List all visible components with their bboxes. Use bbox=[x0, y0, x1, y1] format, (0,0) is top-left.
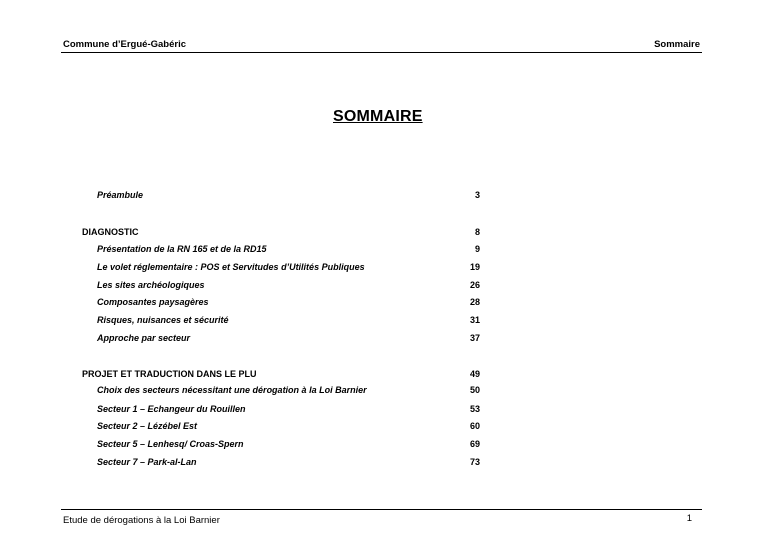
toc-entry[interactable] bbox=[0, 280, 768, 294]
toc-entry-label: Les sites archéologiques bbox=[97, 280, 205, 290]
toc-entry[interactable] bbox=[0, 244, 768, 258]
toc-entry[interactable] bbox=[0, 439, 768, 453]
toc-entry-label: Secteur 7 – Park-al-Lan bbox=[97, 457, 197, 467]
toc-entry-page: 3 bbox=[474, 190, 480, 200]
toc-entry-page: 69 bbox=[469, 439, 480, 449]
toc-section-page: 8 bbox=[474, 227, 480, 237]
toc-entry-label: Le volet réglementaire : POS et Servitudes d’Utilités Publiques bbox=[97, 262, 365, 272]
toc-entry-label: Présentation de la RN 165 et de la RD15 bbox=[97, 244, 267, 254]
header-commune: Commune d’Ergué-Gabéric bbox=[63, 39, 186, 50]
toc-entry-page: 19 bbox=[469, 262, 480, 272]
toc-entry-page: 60 bbox=[469, 421, 480, 431]
toc-section-page: 49 bbox=[469, 369, 480, 379]
toc-section-projet[interactable] bbox=[0, 369, 768, 383]
toc-entry-label: Composantes paysagères bbox=[97, 297, 209, 307]
toc-entry-label: Approche par secteur bbox=[97, 333, 191, 343]
header-section: Sommaire bbox=[654, 39, 700, 50]
toc-entry[interactable] bbox=[0, 262, 768, 276]
toc-entry-label: Préambule bbox=[97, 190, 144, 200]
toc-section-diagnostic[interactable] bbox=[0, 227, 768, 241]
toc-entry[interactable] bbox=[0, 421, 768, 435]
page-footer bbox=[61, 509, 702, 530]
toc-entry-label: Secteur 2 – Lézébel Est bbox=[97, 421, 198, 431]
toc-entry-label: Secteur 5 – Lenhesq/ Croas-Spern bbox=[97, 439, 244, 449]
toc-entry-page: 37 bbox=[469, 333, 480, 343]
toc-entry[interactable] bbox=[0, 404, 768, 418]
toc-section-label: DIAGNOSTIC bbox=[82, 227, 139, 237]
toc-entry-label: Secteur 1 – Echangeur du Rouillen bbox=[97, 404, 246, 414]
toc-entry-page: 53 bbox=[469, 404, 480, 414]
footer-page-number: 1 bbox=[686, 513, 692, 524]
toc-entry-label: Risques, nuisances et sécurité bbox=[97, 315, 229, 325]
toc-entry-page: 26 bbox=[469, 280, 480, 290]
toc-section-label: PROJET ET TRADUCTION DANS LE PLU bbox=[82, 369, 257, 379]
toc-entry[interactable] bbox=[0, 385, 768, 399]
toc-entry-page: 31 bbox=[469, 315, 480, 325]
footer-document-title: Etude de dérogations à la Loi Barnier bbox=[63, 515, 220, 526]
page-title: SOMMAIRE bbox=[333, 108, 423, 125]
toc-entry[interactable] bbox=[0, 297, 768, 311]
toc-entry-label: Choix des secteurs nécessitant une dérogation à la Loi Barnier bbox=[97, 385, 367, 395]
toc-entry-preambule[interactable] bbox=[0, 190, 768, 204]
toc-entry[interactable] bbox=[0, 315, 768, 329]
toc-entry-page: 73 bbox=[469, 457, 480, 467]
toc-entry-page: 50 bbox=[469, 385, 480, 395]
toc-entry[interactable] bbox=[0, 333, 768, 347]
toc-entry[interactable] bbox=[0, 457, 768, 471]
toc-entry-page: 28 bbox=[469, 297, 480, 307]
toc-entry-page: 9 bbox=[474, 244, 480, 254]
